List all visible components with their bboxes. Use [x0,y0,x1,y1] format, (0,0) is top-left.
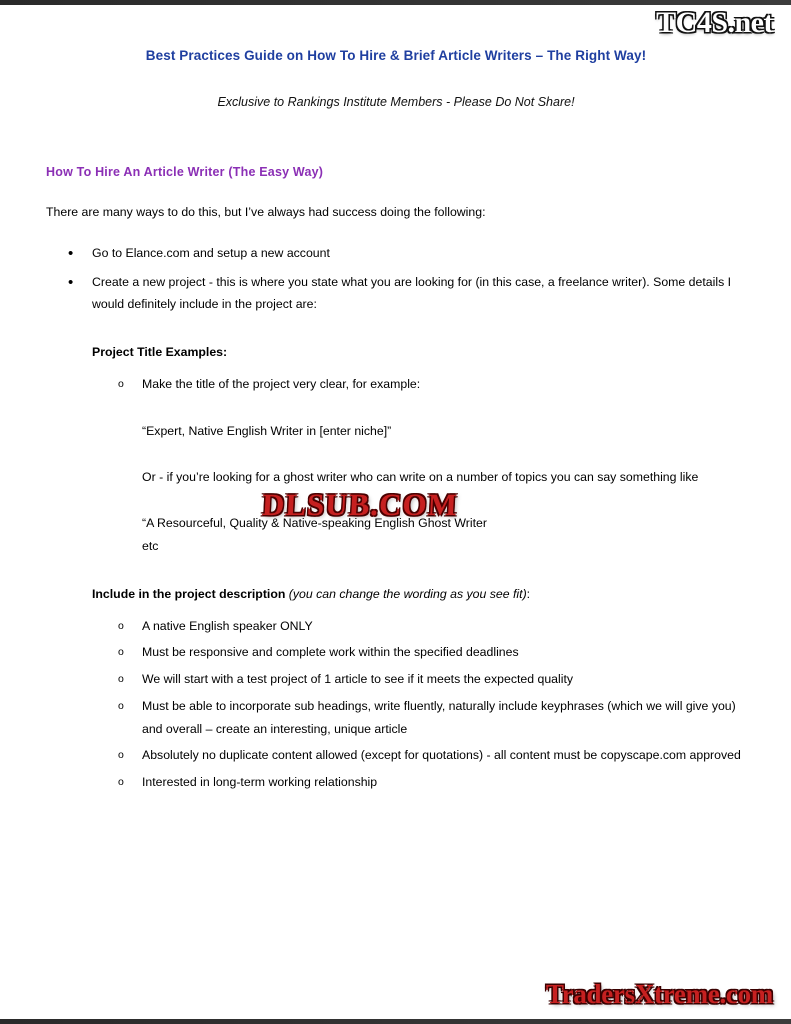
description-heading-bold: Include in the project description [92,586,286,601]
list-item: o Must be responsive and complete work within the specified deadlines [142,641,746,664]
page-subtitle: Exclusive to Rankings Institute Members - Please Do Not Share! [217,95,575,109]
description-heading [92,587,746,601]
page-title: Best Practices Guide on How To Hire & Brief Article Writers – The Right Way! [145,48,647,63]
list-item: • Create a new project - this is where you state what you are looking for (in this case, a freelance writer). Some details I would definitely include in the project are: [92,271,746,315]
intro-paragraph: There are many ways to do this, but I’ve always had success doing the following: [46,205,486,219]
project-title-heading: Project Title Examples: [92,345,228,360]
section-heading: How To Hire An Article Writer (The Easy Way) [46,165,324,179]
list-item: o Make the title of the project very clear, for example: [142,373,746,396]
list-item: o Absolutely no duplicate content allowed (except for quotations) - all content must be copyscape.com approved [142,744,746,767]
example-quote-2: “A Resourceful, Quality & Native-speaking English Ghost Writer [142,516,487,531]
list-item: o Must be able to incorporate sub headings, write fluently, naturally include keyphrases (which we will give you) and overall – create an interesting, unique article [142,695,746,740]
description-heading-tail: : [526,586,531,601]
example-etc: etc [142,538,159,553]
list-item: • Go to Elance.com and setup a new account [92,242,746,264]
list-item: o We will start with a test project of 1 article to see if it meets the expected quality [142,668,746,691]
main-bullet-list [46,242,746,315]
page-bottom-border [0,1019,791,1024]
page-top-border [0,0,791,5]
description-heading-italic: (you can change the wording as you see fit) [288,586,527,601]
watermark-center: DLSUB.COM [261,487,459,522]
description-sublist [46,615,746,794]
list-item: o A native English speaker ONLY [142,615,746,638]
watermark-bottom-right: TradersXtreme.com [545,979,773,1009]
list-item: o Interested in long-term working relationship [142,771,746,794]
example-quote-1: “Expert, Native English Writer in [enter niche]” [142,424,392,439]
example-lead-2: Or - if you’re looking for a ghost writer who can write on a number of topics you can say something like [142,470,699,485]
project-title-sublist [46,373,746,396]
watermark-top-right: TC4S.net [656,6,773,39]
document-content [46,40,746,798]
